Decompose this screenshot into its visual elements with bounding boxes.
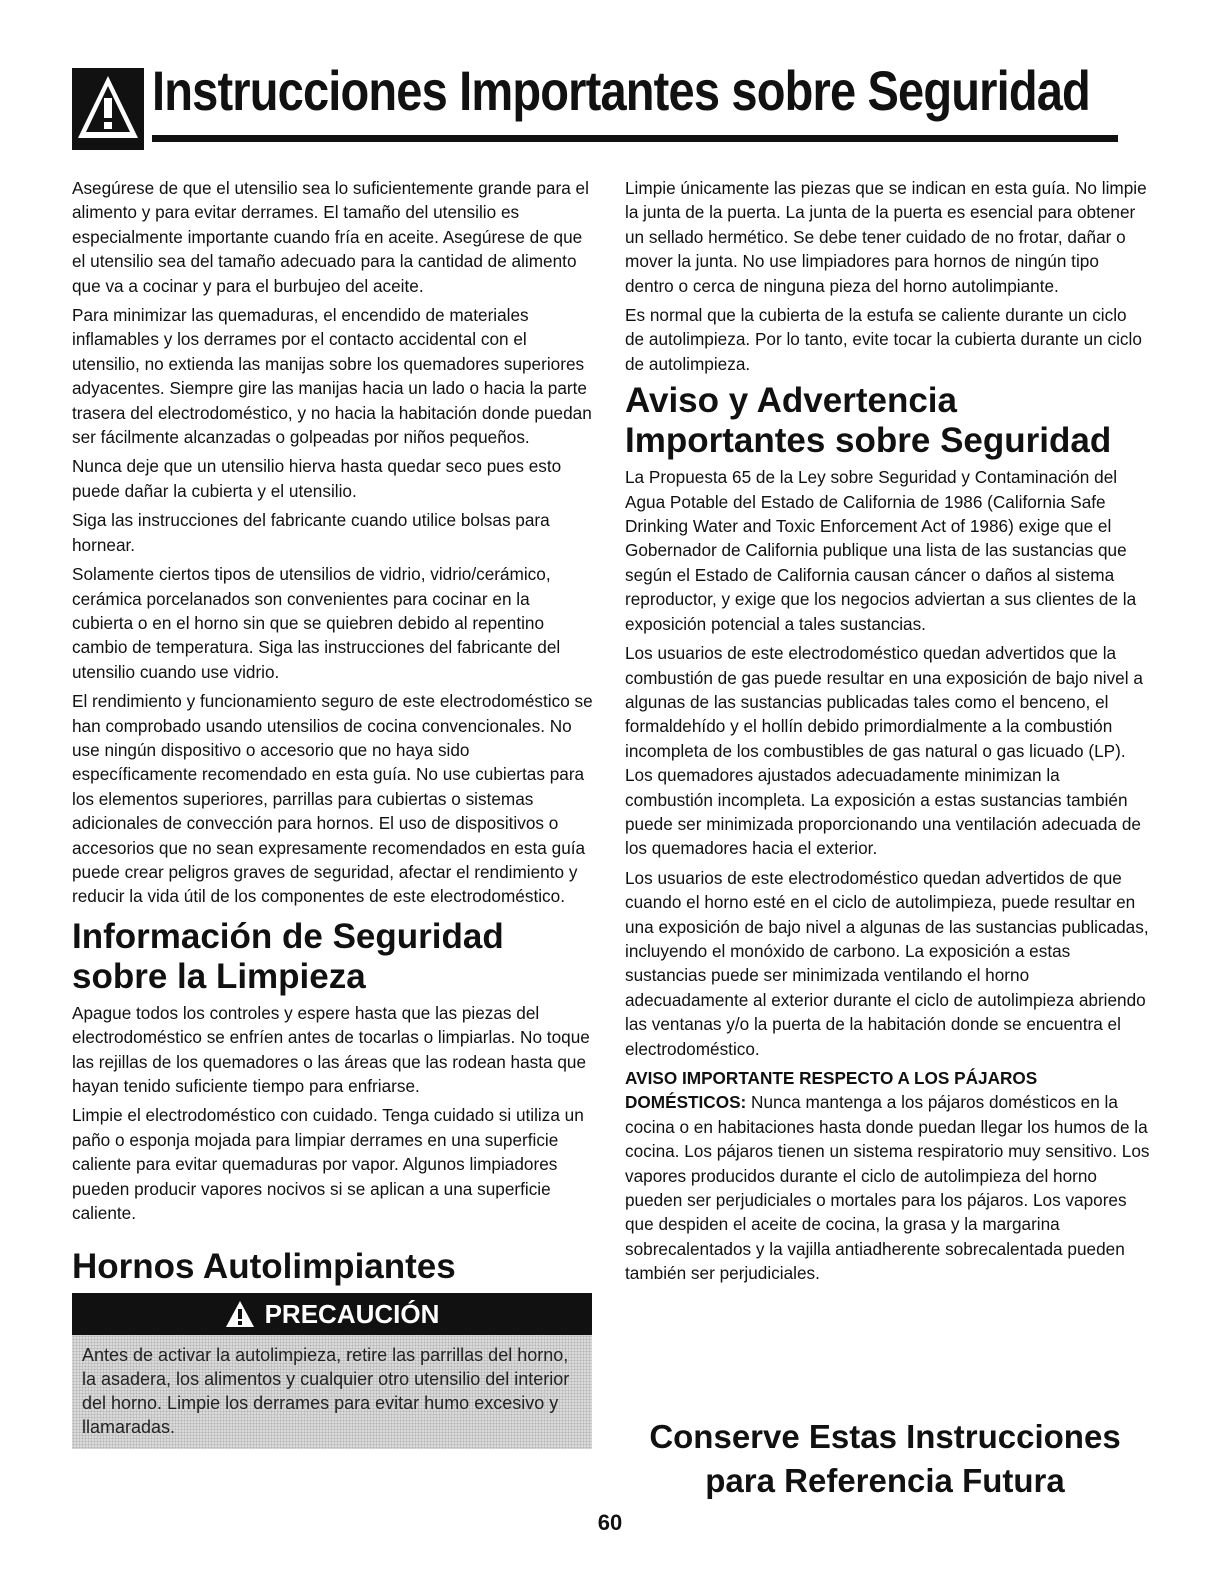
paragraph: La Propuesta 65 de la Ley sobre Seguridad y Contaminación del Agua Potable del Estado de California de 1986 (California Safe Drinking Water and Toxic Enforcement Act of 1986) exige que el Gobernador de California publique una lista de las sustancias que según el Estado de California causan cáncer o daños al sistema reproductor, y exige que los negocios adviertan a sus clientes de la exposición potencial a tales sustancias. bbox=[625, 467, 1137, 634]
closing-note bbox=[625, 1415, 1145, 1503]
bird-notice-lead: AVISO IMPORTANTE RESPECTO A LOS PÁJAROS DOMÉSTICOS: bbox=[625, 1068, 1038, 1113]
bird-notice-text: Nunca mantenga a los pájaros domésticos en la cocina o en habitaciones hasta donde puedan llegar los humos de la cocina. Los pájaros tienen un sistema respiratorio muy sensitivo. Los vapores producidos durante el ciclo de autolimpieza del horno pueden ser perjudiciales o mortales para los pájaros. Los vapores que despiden el aceite de cocina, la grasa y la margarina sobrecalentados y la vajilla antiadherente sobrecalentada pueden también ser perjudiciales. bbox=[625, 1092, 1150, 1284]
paragraph: El rendimiento y funcionamiento seguro de este electrodoméstico se han comprobado usando utensilios de cocina convencionales. No use ningún dispositivo o accesorio que no haya sido específicamente recomendado en esta guía. No use cubiertas para los elementos superiores, parrillas para cubiertas o sistemas adicionales de convección para hornos. El uso de dispositivos o accesorios que no sean expresamente recomendados en esta guía puede crear peligros graves de seguridad, afectar el rendimiento y reducir la vida útil de los componentes de este electrodoméstico. bbox=[72, 691, 593, 907]
warning-triangle-icon bbox=[72, 68, 144, 150]
paragraph: Es normal que la cubierta de la estufa se caliente durante un ciclo de autolimpieza. Por lo tanto, evite tocar la cubierta durante un ciclo de autolimpieza. bbox=[625, 305, 1142, 374]
caution-text: Antes de activar la autolimpieza, retire las parrillas del horno, la asadera, los alimentos y cualquier otro utensilio del interior del horno. Limpie los derrames para evitar humo excesivo y llamaradas. bbox=[72, 1335, 592, 1449]
paragraph: Asegúrese de que el utensilio sea lo suficientemente grande para el alimento y para evitar derrames. El tamaño del utensilio es especialmente importante cuando fría en aceite. Asegúrese de que el utensilio sea del tamaño adecuado para la cantidad de alimento que va a cocinar y para el burbujeo del aceite. bbox=[72, 178, 589, 296]
paragraph: Nunca deje que un utensilio hierva hasta quedar seco pues esto puede dañar la cubierta y el utensilio. bbox=[72, 456, 562, 501]
caution-label: PRECAUCIÓN bbox=[264, 1299, 440, 1330]
right-column bbox=[625, 176, 1150, 1291]
bird-notice bbox=[625, 1066, 1150, 1286]
caution-header bbox=[72, 1293, 592, 1335]
paragraph: Apague todos los controles y espere hasta que las piezas del electrodoméstico se enfríen antes de tocarlas o limpiarlas. No toque las rejillas de los quemadores o las áreas que las rodean hasta que hayan tenido suficiente tiempo para enfriarse. bbox=[72, 1002, 590, 1096]
title-rule bbox=[152, 135, 1118, 142]
warning-triangle-icon bbox=[225, 1300, 255, 1328]
page-title: Instrucciones Importantes sobre Seguridad bbox=[152, 59, 1090, 122]
paragraph: Limpie únicamente las piezas que se indican en esta guía. No limpie la junta de la puerta. La junta de la puerta es esencial para obtener un sellado hermético. Se debe tener cuidado de no frotar, dañar o mover la junta. No use limpiadores para hornos de ningún tipo dentro o cerca de ninguna pieza del horno autolimpiante. bbox=[625, 178, 1147, 296]
section-heading-notice: Aviso y Advertencia Importantes sobre Seguridad bbox=[625, 381, 1112, 461]
closing-line-1: Conserve Estas Instrucciones bbox=[649, 1418, 1121, 1455]
left-column bbox=[72, 176, 594, 1449]
page-header bbox=[72, 56, 1090, 146]
paragraph: Solamente ciertos tipos de utensilios de vidrio, vidrio/cerámico, cerámica porcelanados son convenientes para cocinar en la cubierta o en el horno sin que se quiebren debido al repentino cambio de temperatura. Siga las instrucciones del fabricante del utensilio cuando use vidrio. bbox=[72, 564, 561, 682]
section-heading-self-cleaning: Hornos Autolimpiantes bbox=[72, 1247, 456, 1287]
paragraph: Los usuarios de este electrodoméstico quedan advertidos de que cuando el horno esté en el ciclo de autolimpieza, puede resultar en una exposición de bajo nivel a algunas de las sustancias publicadas, incluyendo el monóxido de carbono. La exposición a estas sustancias puede ser minimizada ventilando el horno adecuadamente al exterior durante el ciclo de autolimpieza abriendo las ventanas y/o la puerta de la habitación donde se encuentra el electrodoméstico. bbox=[625, 867, 1149, 1059]
page-number: 60 bbox=[597, 1510, 623, 1535]
section-heading-cleaning: Información de Seguridad sobre la Limpieza bbox=[72, 916, 504, 996]
caution-box bbox=[72, 1293, 592, 1449]
paragraph: Siga las instrucciones del fabricante cuando utilice bolsas para hornear. bbox=[72, 510, 550, 555]
closing-line-2: para Referencia Futura bbox=[705, 1462, 1065, 1499]
paragraph: Limpie el electrodoméstico con cuidado. Tenga cuidado si utiliza un paño o esponja mojada para limpiar derrames en una superficie caliente para evitar quemaduras por vapor. Algunos limpiadores pueden producir vapores nocivos si se aplican a una superficie caliente. bbox=[72, 1105, 584, 1224]
paragraph: Para minimizar las quemaduras, el encendido de materiales inflamables y los derrames por el contacto accidental con el utensilio, no extienda las manijas sobre los quemadores superiores adyacentes. Siempre gire las manijas hacia un lado o hacia la parte trasera del electrodoméstico, y no hacia la habitación donde puedan ser fácilmente alcanzadas o golpeadas por niños pequeños. bbox=[72, 305, 592, 448]
paragraph: Los usuarios de este electrodoméstico quedan advertidos que la combustión de gas puede resultar en una exposición de bajo nivel a algunas de las sustancias publicadas tales como el benceno, el formaldehído y el hollín debido primordialmente a la combustión incompleta de los combustibles de gas natural o gas licuado (LP). Los quemadores ajustados adecuadamente minimizan la combustión incompleta. La exposición a estas sustancias también puede ser minimizada proporcionando una ventilación adecuada de los quemadores hacia el exterior. bbox=[625, 643, 1143, 859]
